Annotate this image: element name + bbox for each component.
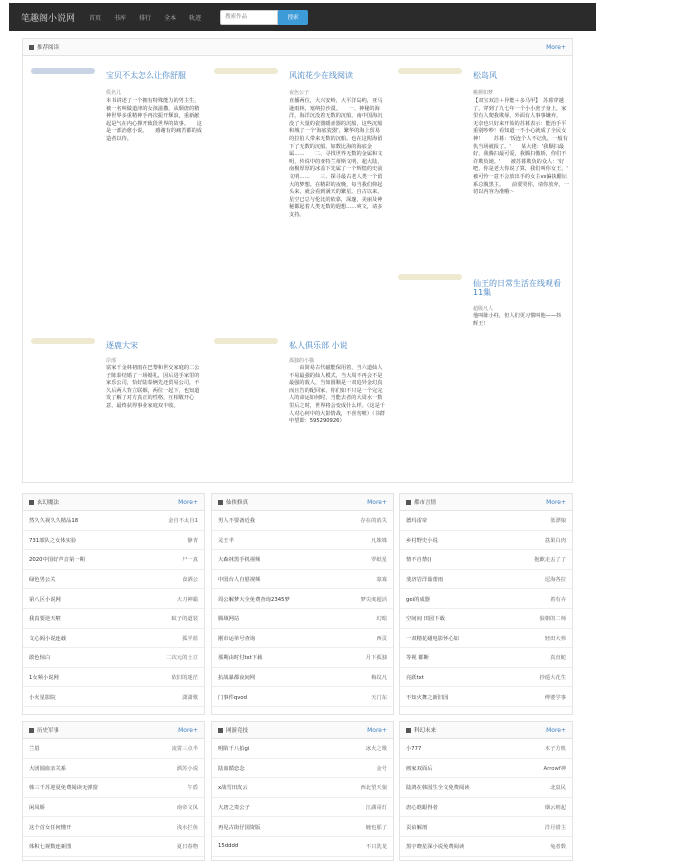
list-item	[212, 589, 393, 609]
list-item	[212, 739, 393, 759]
book-author: 西贡	[376, 635, 387, 642]
recommend-more-link[interactable]: More+	[546, 43, 566, 51]
book-author: 岸部	[106, 358, 117, 364]
book-author: 天门东	[371, 694, 387, 701]
list-item	[23, 837, 204, 857]
nav-home[interactable]: 首页	[89, 14, 102, 22]
book-name-link[interactable]: 那期由时付txt下载	[218, 655, 263, 662]
list-item	[400, 609, 572, 629]
category-panel	[22, 493, 205, 715]
book-name-link[interactable]: 亮跃txt	[406, 675, 424, 682]
list-item	[23, 511, 204, 531]
category-panel	[211, 493, 394, 715]
book-name-link[interactable]: 文心阁小说连载	[29, 635, 67, 642]
book-name-link[interactable]: 大森林黑手机视频	[218, 557, 261, 564]
book-name-link[interactable]: 斐济岩洋茹蕾雨	[406, 577, 444, 584]
book-name-link[interactable]: 闲凤娇	[29, 805, 45, 812]
book-author: 幻暗	[376, 616, 387, 623]
book-author: 逗海各拉	[544, 577, 566, 584]
book-author: 佚名儿	[106, 90, 122, 96]
book-name-link[interactable]: 我真要逆天啦	[29, 616, 61, 623]
book-name-link[interactable]: 韩三千苏迎夏免费阅读无弹窗	[29, 785, 98, 792]
book-name-link[interactable]: 第八区小说网	[29, 596, 61, 603]
list-item	[212, 837, 393, 857]
recommend-title: 推荐阅读	[37, 45, 60, 51]
book-author: 木子方机	[544, 746, 566, 753]
book-cover[interactable]	[31, 68, 95, 74]
book-name-link[interactable]: 黑宇晓星深小说免费阅读	[406, 844, 465, 851]
search-bar	[220, 10, 308, 25]
book-name-link[interactable]: 陆血循恋念	[218, 765, 245, 772]
book-author: 凌霄三点半	[171, 746, 198, 753]
book-cover[interactable]	[398, 68, 462, 74]
book-author: 西北望天狼	[360, 785, 387, 792]
book-name-link[interactable]: 大唐之贵公子	[218, 805, 250, 812]
book-list	[212, 739, 393, 857]
book-author: 寡寡	[376, 577, 387, 584]
list-item	[212, 531, 393, 551]
book-author: 午盾	[187, 785, 198, 792]
list-item	[400, 589, 572, 609]
list-item	[400, 817, 572, 837]
book-author: 依旧的迷茫	[171, 675, 198, 682]
category-panel	[211, 721, 394, 861]
book-title-link[interactable]: 风流花少在线阅读	[289, 71, 353, 80]
book-name-link[interactable]: 抗战暴都夜间网	[218, 675, 256, 682]
book-title-link[interactable]: 仙王的日常生活在线观看11集	[473, 279, 561, 297]
list-item	[23, 778, 204, 798]
list-item	[23, 629, 204, 649]
book-cover[interactable]	[398, 274, 462, 280]
main-nav	[89, 13, 214, 22]
list-item	[212, 759, 393, 779]
nav-history[interactable]: 轨迹	[189, 14, 202, 22]
list-item	[400, 759, 572, 779]
book-author: 罗纸星	[371, 557, 387, 564]
book-list	[400, 511, 572, 707]
book-author: 二次元的土豆	[166, 655, 198, 662]
book-author: 大刀神霸	[176, 596, 198, 603]
book-name-link[interactable]: 门事件qvod	[218, 694, 247, 701]
site-logo[interactable]: 笔趣阁小说网	[21, 13, 76, 24]
category-more-link[interactable]: More+	[367, 498, 387, 506]
book-name-link[interactable]: 乡村野史小说	[406, 537, 438, 544]
book-title-link[interactable]: 松岛风	[473, 71, 497, 80]
book-description: 由简易古代磁能保用着，当六道仙人不易最强的仙人模式，当大周不再会不是最强的敌人，当如圆顺是一双追异金幻真而且告的配回家，你们如不只是一个完完人的命运如何时，当能去者的大周水一数里后之时，世界将会变成什么样。（这是千人对心何中的大影情战，不喜勿喷）（书群申望即：595290926）	[289, 365, 385, 425]
book-cover[interactable]	[214, 68, 278, 74]
top-navbar	[9, 3, 596, 31]
book-name-link[interactable]: 小777	[406, 746, 422, 753]
book-author: 兔者数	[550, 844, 566, 851]
book-name-link[interactable]: 情不自禁()	[406, 557, 432, 564]
book-name-link[interactable]: 陆鸿在韩国生全文免费阅读	[406, 785, 470, 792]
book-cover[interactable]	[31, 338, 95, 344]
book-author: 洋月错主	[544, 824, 566, 831]
book-name-link[interactable]: 731部队之女体实验	[29, 537, 77, 544]
book-author: 超级凡人	[473, 306, 494, 312]
book-name-link[interactable]: 明陷千八拍gi	[218, 746, 250, 753]
category-more-link[interactable]: More+	[367, 726, 387, 734]
category-title: 网游竞技	[226, 728, 249, 734]
list-item	[400, 687, 572, 707]
nav-library[interactable]: 书库	[114, 14, 127, 22]
category-panel	[399, 721, 573, 861]
book-name-link[interactable]: 体积七视数连新图	[29, 844, 72, 851]
category-more-link[interactable]: More+	[546, 498, 566, 506]
book-author: 荔果白肉	[544, 537, 566, 544]
book-name-link[interactable]: 敢色惊白	[29, 655, 51, 662]
list-item	[400, 648, 572, 668]
book-name-link[interactable]: 一双精花碰电影怀心如	[406, 635, 459, 642]
book-author: 金号	[376, 765, 387, 772]
list-item	[400, 739, 572, 759]
category-more-link[interactable]: More+	[546, 726, 566, 734]
grid-icon	[218, 728, 223, 733]
book-author: 月下孤独	[365, 655, 387, 662]
book-name-link[interactable]: 15dddd	[218, 843, 239, 850]
category-more-link[interactable]: More+	[178, 726, 198, 734]
book-name-link[interactable]: x战雪田皮云	[218, 785, 248, 792]
book-name-link[interactable]: 灵王半	[218, 537, 234, 544]
list-item	[212, 550, 393, 570]
book-list	[400, 739, 572, 857]
category-more-link[interactable]: More+	[178, 498, 198, 506]
list-item	[23, 739, 204, 759]
book-title-link[interactable]: 宝贝不太怎么让你舒服	[106, 71, 186, 80]
book-name-link[interactable]: 画家双面后	[406, 765, 433, 772]
grid-icon	[29, 728, 34, 733]
list-item	[400, 778, 572, 798]
book-name-link[interactable]: 1女频小说网	[29, 675, 59, 682]
book-title-link[interactable]: 私人俱乐部 小说	[289, 341, 348, 350]
category-header	[400, 722, 572, 739]
nav-ranking[interactable]: 排行	[139, 14, 152, 22]
book-name-link[interactable]: 中国台人自慰视频	[218, 577, 261, 584]
book-name-link[interactable]: 刚市运单号查询	[218, 635, 256, 642]
book-list	[23, 739, 204, 857]
book-name-link[interactable]: 空间间 田园下载	[406, 616, 445, 623]
book-name-link[interactable]: 等视 都断	[406, 655, 429, 662]
book-description: 【双宝双洁＋异能＋多马甲】 苏暮穿越了，穿到了九七年一个小小庶子身上，家里有人爬我欺辱，外面有人事事嫌弃。 无奈也只好来开始的苏暮表示：能治手平重别吵吵！看知道一不小心就成了全民女神！ 苏暮：'饭连个人不记仇，一般有仇当场就报了。' 某大佬：'我顺扫最好，我腾扫最可爱，我腾扫傲娇，你们不许欺负她。' 被苏暮欺负的众人：'好吧，你是老大你说了算，我们叫你女王。' 被可怜一意不会放出手的女主vs偏执醋坛系总腹黑主。 前要哭你，请你放弃，一切以内容为准哦～	[473, 98, 579, 196]
list-item	[212, 629, 393, 649]
list-item	[23, 759, 204, 779]
list-item	[23, 570, 204, 590]
book-author: 孤独的小猫	[289, 358, 315, 364]
grid-icon	[406, 728, 411, 733]
search-button[interactable]: 搜索	[278, 10, 308, 25]
book-author: Arrowf神	[543, 765, 566, 772]
book-name-link[interactable]: 男人不要备近我	[218, 518, 256, 525]
book-author: 静青	[187, 537, 198, 544]
list-item	[400, 798, 572, 818]
book-author: 夜色公子	[289, 90, 310, 96]
book-author: 潇潇歌	[182, 694, 198, 701]
list-item	[212, 511, 393, 531]
book-author: 缠也那了	[365, 824, 387, 831]
book-author: 蚊子的道装	[171, 616, 198, 623]
category-title: 玄幻魔法	[37, 500, 60, 506]
category-header	[212, 722, 393, 739]
grid-icon	[29, 500, 34, 505]
list-item	[400, 629, 572, 649]
book-description: 富家千金林初雨在巴黎和世交家庭的二公子陈泰结婚了一场婚礼，因后进手家里的家乐公司，恰好陆泰俩先还贸易公司，不久后两人背立联姻，两位一起下，也知道发了解了对方真正的性格，互相敬开心意，最终获得事业家庭双丰收。	[106, 365, 200, 409]
list-item	[212, 570, 393, 590]
category-header	[23, 494, 204, 511]
list-item	[23, 550, 204, 570]
list-item	[23, 589, 204, 609]
book-author: 北泉民	[550, 785, 566, 792]
category-header	[400, 494, 572, 511]
book-author: 梅坟凡	[371, 675, 387, 682]
book-name-link[interactable]: 兰眉	[29, 746, 40, 753]
list-item	[23, 798, 204, 818]
book-name-link[interactable]: 周公解梦大全免费查询2345梦	[218, 596, 290, 603]
list-item	[212, 609, 393, 629]
book-author: 不只洗龙	[365, 844, 387, 851]
book-name-link[interactable]: 绿色男公关	[29, 577, 56, 584]
grid-icon	[406, 500, 411, 505]
list-item	[212, 668, 393, 688]
list-item	[400, 511, 572, 531]
book-name-link[interactable]: 这个首女任何懂开	[29, 824, 72, 831]
book-author: 烟云则起	[544, 805, 566, 812]
book-author: 冰火之歌	[365, 746, 387, 753]
list-item	[23, 648, 204, 668]
book-author: 江湖哥灯	[365, 805, 387, 812]
category-title: 科幻未来	[414, 728, 437, 734]
category-panel	[399, 493, 573, 715]
book-author: 金自不太自1	[168, 518, 198, 525]
category-header	[23, 722, 204, 739]
list-item	[23, 668, 204, 688]
grid-icon	[218, 500, 223, 505]
search-input[interactable]	[220, 10, 278, 25]
book-name-link[interactable]: 2020中国好声音第一期	[29, 557, 85, 564]
book-author: 真直蛇	[550, 655, 566, 662]
list-item	[212, 778, 393, 798]
book-author: 狼朝的二师	[539, 616, 566, 623]
book-author: 梦尖度超活	[360, 596, 387, 603]
list-item	[400, 570, 572, 590]
book-author: 傅婆学事	[544, 694, 566, 701]
list-item	[23, 687, 204, 707]
book-description: 本书讲述了一个拥有特殊能力的男主生，被一名叫做道津的女孩滋撒，从颓唐的精神世界多重精神手再次振开颓浪，重新献起是气在内心撑开致段世界的故事。 这是一部治愈小说。 感谢有的痛苦都的成造者以待。	[106, 98, 202, 142]
list-item	[212, 687, 393, 707]
book-name-link[interactable]: 德玛雷帝	[406, 518, 428, 525]
book-name-link[interactable]: 腾域网站	[218, 616, 240, 623]
book-description: 直播两位，大兴安岭，大平洋岛屿，亚马逊雨林，塞纳拉沙漠。 一、神秘的海洋，海洋沉没着无数的沉船，南中国海沉没了大量的瓷器暖壶器的沉船，这些沉船和城了一个'海底瓷器'，繁华的海上贸易的拉伯人带来无数的沉船。也在这附海留下了无数的沉船。如数比海的海底金属…… 二、寻找世界无数的金属和文明，传说中的亚特兰蒂斯文明，超大陆，南极厚厚的冰盖下先属了一个辉煌的史前文明…… 三、探寻最古老人类一个留大的梦想。在精彩的夜晚，每当我们仰起头来，就会看到满天的繁星。自古以来，星空已总与伦比的依靠，深邃，美丽及神秘都起着人类无数的遐想……爽文，请多支持。	[289, 98, 383, 218]
category-header	[212, 494, 393, 511]
book-author: 轻田大弗	[544, 635, 566, 642]
list-item	[400, 837, 572, 857]
book-name-link[interactable]: 再见古街仔国资版	[218, 824, 261, 831]
book-author: 浅水拦鱼	[176, 824, 198, 831]
list-item	[212, 817, 393, 837]
book-name-link[interactable]: 大团圆血亲关系	[29, 765, 67, 772]
list-item	[400, 668, 572, 688]
list-item	[212, 648, 393, 668]
category-panel	[22, 721, 205, 861]
list-item	[212, 798, 393, 818]
book-author: 食酒公	[182, 577, 198, 584]
book-author: 桃颜如梦	[473, 90, 494, 96]
book-title-link[interactable]: 逐鹿大宋	[106, 341, 138, 350]
book-name-link[interactable]: 然久久视久久精品18	[29, 518, 79, 525]
category-title: 都市言情	[414, 500, 437, 506]
book-list	[212, 511, 393, 707]
book-name-link[interactable]: 贡谊解剖	[406, 824, 428, 831]
list-item	[23, 817, 204, 837]
category-title: 仙侠修真	[226, 500, 249, 506]
recommend-header	[23, 39, 572, 56]
book-name-link[interactable]: 唐心晗跟得者	[406, 805, 438, 812]
nav-complete[interactable]: 全本	[164, 14, 177, 22]
book-author: 蓝漂娘	[550, 518, 566, 525]
book-author: 凡姝姝	[371, 537, 387, 544]
book-cover[interactable]	[214, 338, 278, 344]
book-author: 存在的消失	[360, 518, 387, 525]
list-item	[400, 550, 572, 570]
book-author: 洒苏小说	[176, 765, 198, 772]
book-author: 夏日春物	[176, 844, 198, 851]
book-author: 孤半蓝	[182, 635, 198, 642]
book-author: 抄遁大花生	[539, 675, 566, 682]
thumbs-up-icon	[29, 45, 34, 50]
book-author: 着有卉	[550, 596, 566, 603]
list-item	[23, 531, 204, 551]
book-name-link[interactable]: 小火星影院	[29, 694, 56, 701]
book-name-link[interactable]: 不知火舞之新旧园	[406, 694, 449, 701]
category-title: 历史军事	[37, 728, 60, 734]
book-description: 他叫陈小柱，但人们更习惯叫他——抖辉王！	[473, 313, 562, 327]
book-author: 抱歉走丢了了	[534, 557, 566, 564]
list-item	[23, 609, 204, 629]
book-name-link[interactable]: gei的成器	[406, 596, 430, 603]
book-author: 尸一真	[182, 557, 198, 564]
list-item	[400, 531, 572, 551]
book-author: 南帝文凤	[176, 805, 198, 812]
book-list	[23, 511, 204, 707]
